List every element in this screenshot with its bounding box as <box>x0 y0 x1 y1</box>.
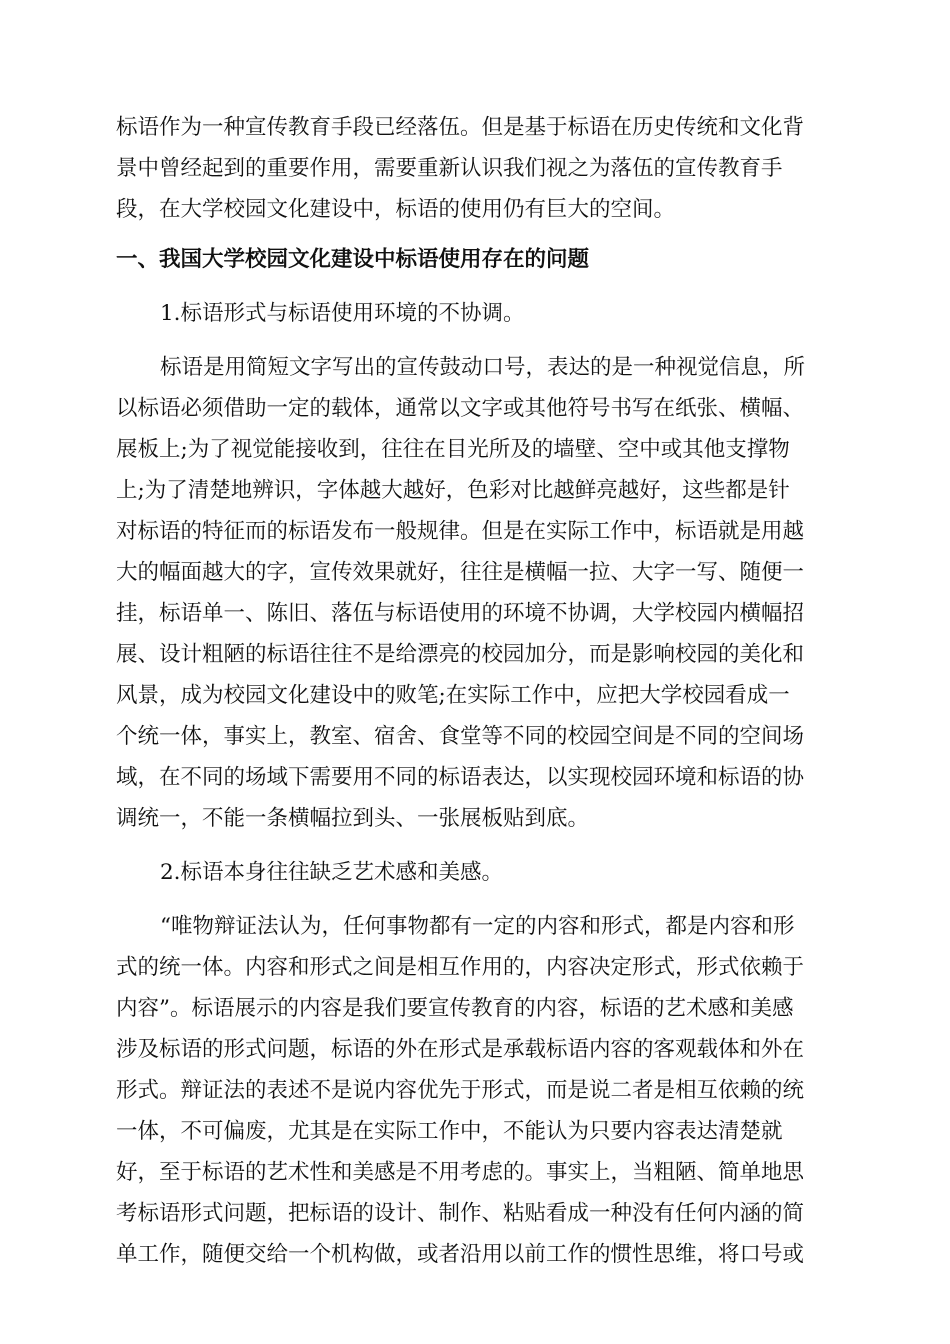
point1-line: 挂，标语单一、陈旧、落伍与标语使用的环境不协调，大学校园内横幅招 <box>116 601 805 626</box>
point2-line: 好，至于标语的艺术性和美感是不用考虑的。事实上，当粗陋、简单地思 <box>116 1160 805 1185</box>
point1-line: 调统一，不能一条横幅拉到头、一张展板贴到底。 <box>116 806 590 831</box>
intro-line: 段，在大学校园文化建设中，标语的使用仍有巨大的空间。 <box>116 197 676 222</box>
point1-line: 展、设计粗陋的标语往往不是给漂亮的校园加分，而是影响校园的美化和 <box>116 642 805 667</box>
point2-line: 涉及标语的形式问题，标语的外在形式是承载标语内容的客观载体和外在 <box>116 1037 805 1062</box>
intro-line: 景中曾经起到的重要作用，需要重新认识我们视之为落伍的宣传教育手 <box>116 156 783 181</box>
point1-line: 上;为了清楚地辨识，字体越大越好，色彩对比越鲜亮越好，这些都是针 <box>116 478 790 503</box>
intro-line: 标语作为一种宣传教育手段已经落伍。但是基于标语在历史传统和文化背 <box>116 115 805 140</box>
point2-title: 2.标语本身往往缺乏艺术感和美感。 <box>160 860 504 885</box>
point2-line: 形式。辩证法的表述不是说内容优先于形式，而是说二者是相互依赖的统 <box>116 1078 805 1103</box>
point1-line: 风景，成为校园文化建设中的败笔;在实际工作中，应把大学校园看成一 <box>116 683 790 708</box>
point2-line: 考标语形式问题，把标语的设计、制作、粘贴看成一种没有任何内涵的简 <box>116 1201 805 1226</box>
section-heading: 一、我国大学校园文化建设中标语使用存在的问题 <box>116 247 590 272</box>
point2-line: 式的统一体。内容和形式之间是相互作用的，内容决定形式，形式依赖于 <box>116 955 805 980</box>
point2-line: 一体，不可偏废，尤其是在实际工作中，不能认为只要内容表达清楚就 <box>116 1119 783 1144</box>
point1-line: 域，在不同的场域下需要用不同的标语表达，以实现校园环境和标语的协 <box>116 765 805 790</box>
point1-line: 对标语的特征而的标语发布一般规律。但是在实际工作中，标语就是用越 <box>116 519 805 544</box>
point2-line: 内容”。标语展示的内容是我们要宣传教育的内容，标语的艺术感和美感 <box>116 996 794 1021</box>
point1-line: 个统一体，事实上，教室、宿舍、食堂等不同的校园空间是不同的空间场 <box>116 724 805 749</box>
point1-line: 标语是用简短文字写出的宣传鼓动口号，表达的是一种视觉信息，所 <box>160 355 806 380</box>
point2-line: 单工作，随便交给一个机构做，或者沿用以前工作的惯性思维，将口号或 <box>116 1242 805 1267</box>
point1-line: 展板上;为了视觉能接收到，往往在目光所及的墙壁、空中或其他支撑物 <box>116 437 790 462</box>
point1-line: 大的幅面越大的字，宣传效果就好，往往是横幅一拉、大字一写、随便一 <box>116 560 805 585</box>
point1-line: 以标语必须借助一定的载体，通常以文字或其他符号书写在纸张、横幅、 <box>116 396 805 421</box>
point2-line: “唯物辩证法认为，任何事物都有一定的内容和形式，都是内容和形 <box>160 914 795 939</box>
point1-title: 1.标语形式与标语使用环境的不协调。 <box>160 301 525 326</box>
